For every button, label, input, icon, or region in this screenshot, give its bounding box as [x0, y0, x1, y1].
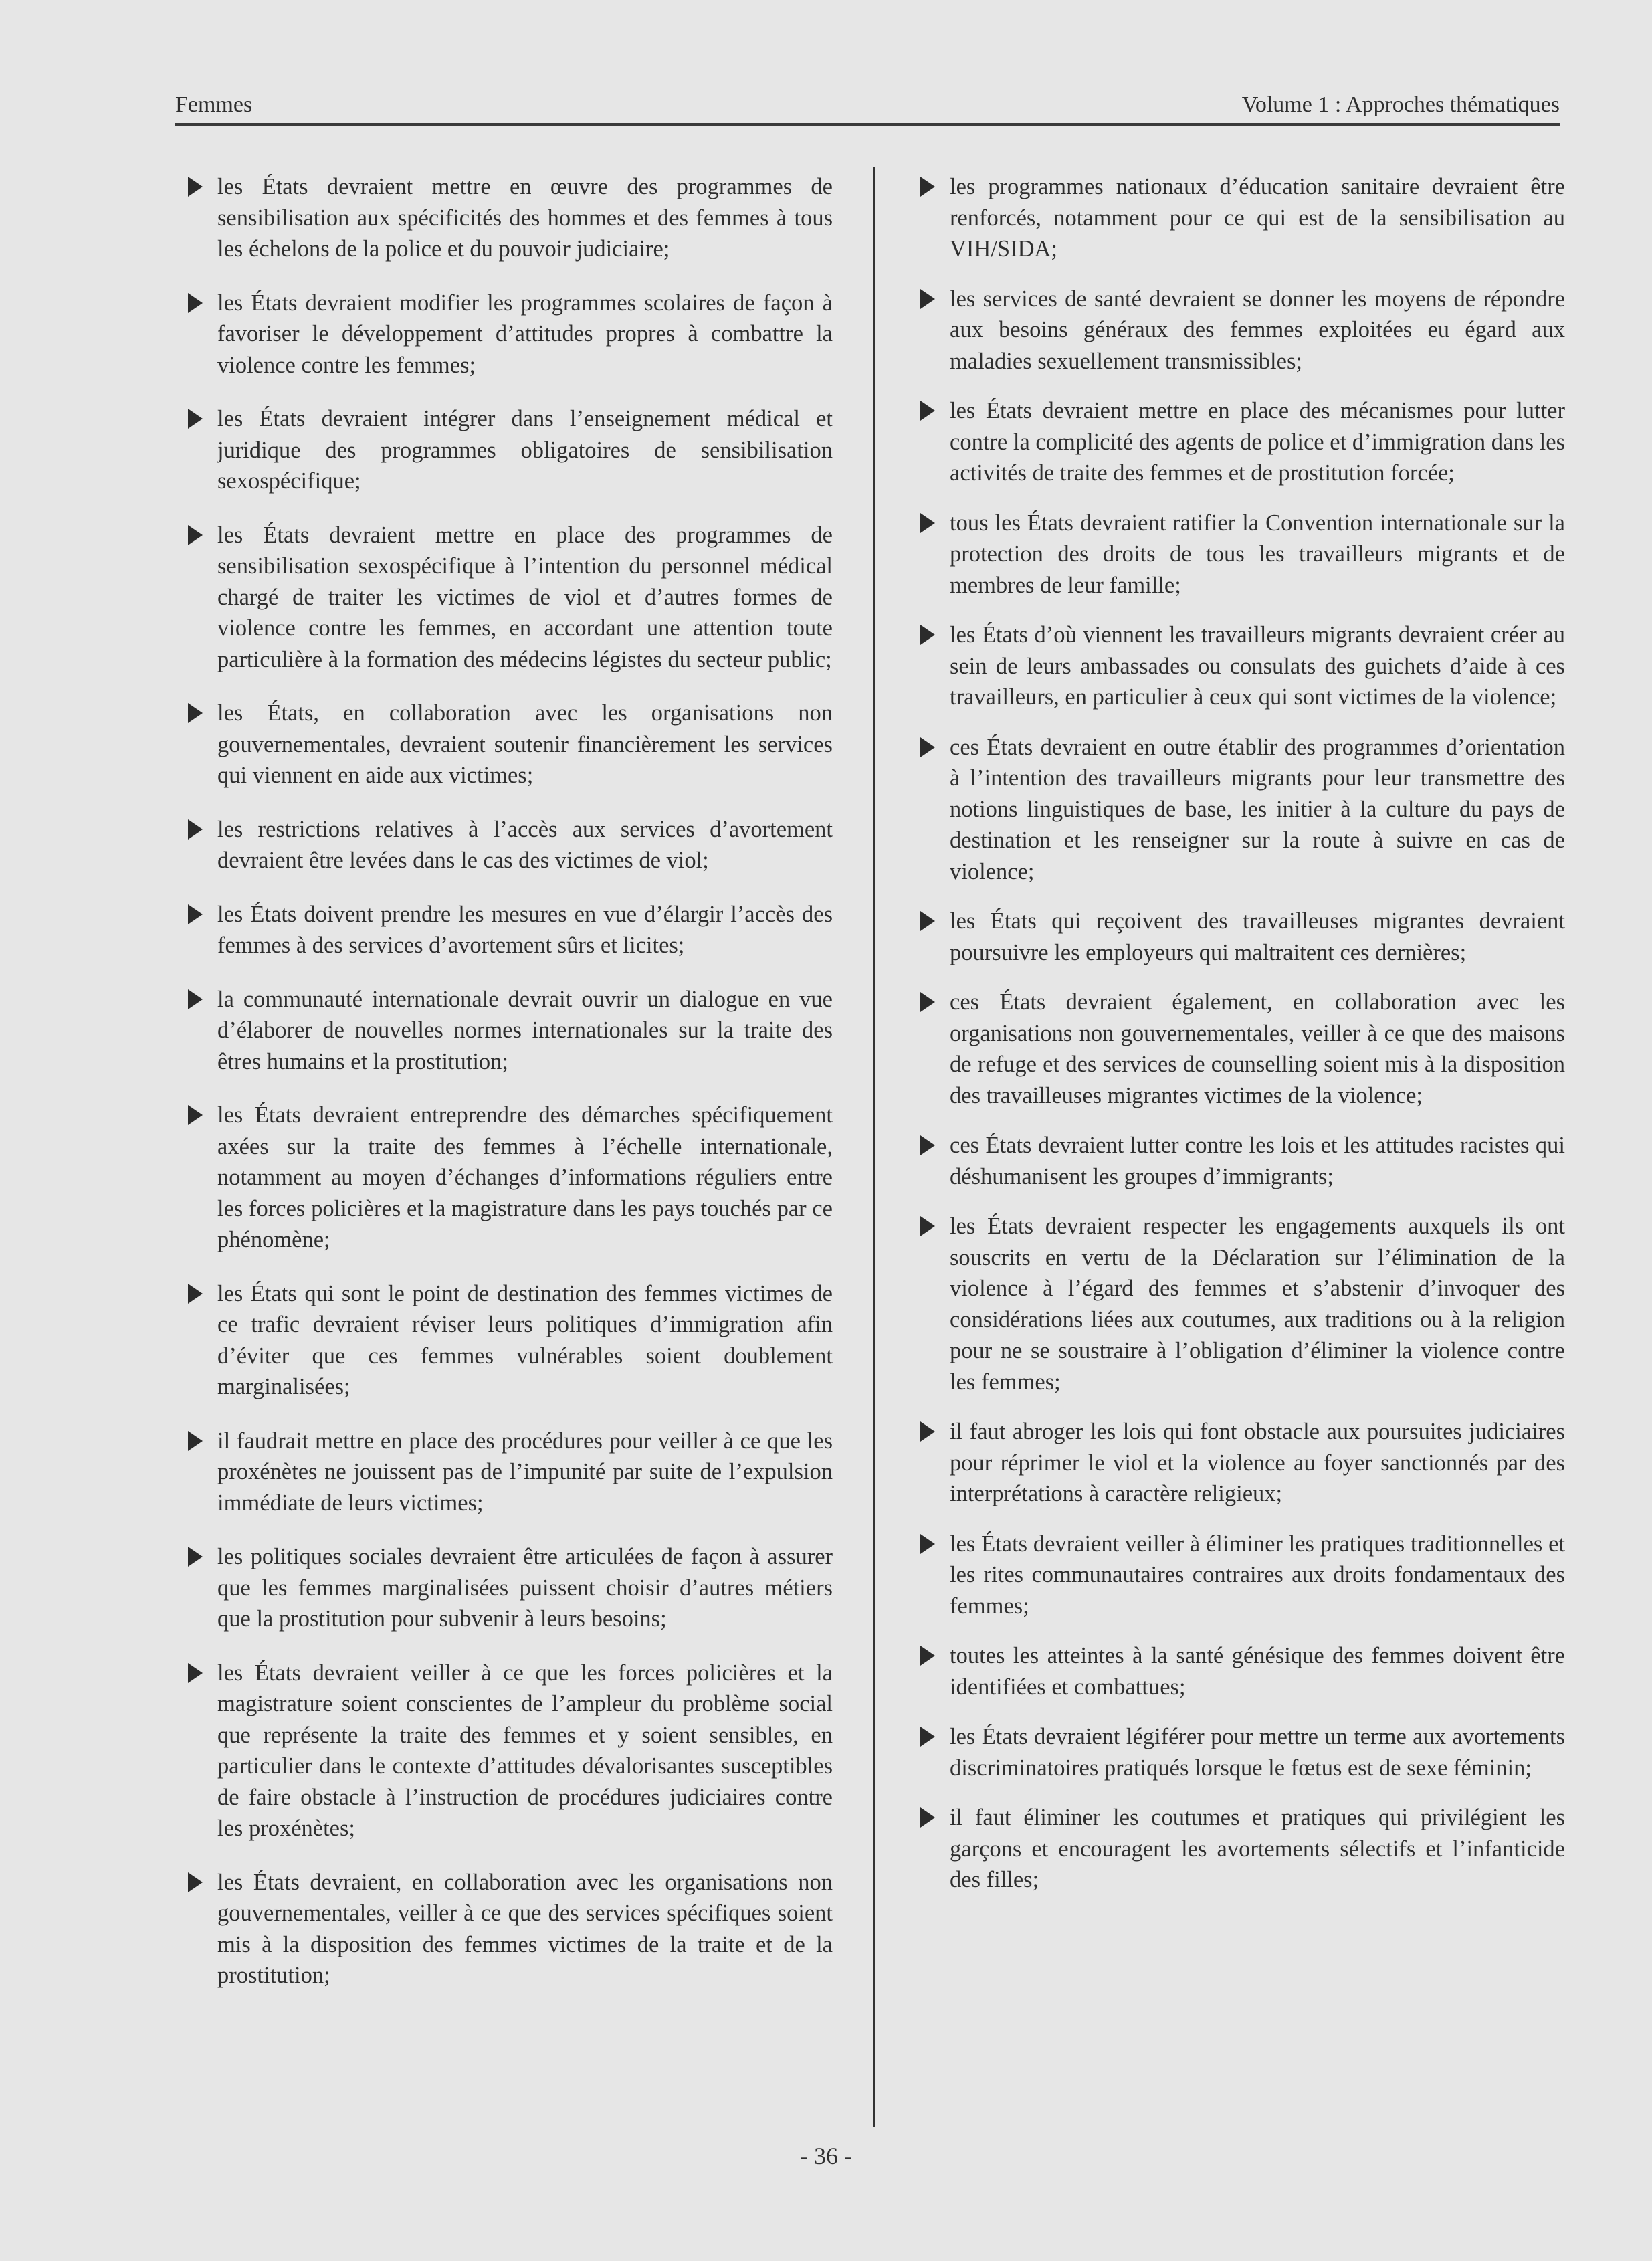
triangle-bullet-icon — [188, 1547, 203, 1567]
triangle-bullet-icon — [188, 177, 203, 197]
triangle-bullet-icon — [188, 989, 203, 1009]
bullet-text: les services de santé devraient se donner les moyens de répondre aux besoins généraux des femmes exploitées eu égard aux maladies sexuellement transmissibles; — [950, 286, 1565, 374]
bullet-item — [916, 906, 1565, 968]
bullet-text: les États devraient modifier les programmes scolaires de façon à favoriser le développement d’attitudes propres à combattre la violence contre les femmes; — [217, 290, 833, 378]
bullet-text: il faut éliminer les coutumes et pratiques qui privilégient les garçons et encouragent les avortements sélectifs et l’infanticide des filles; — [950, 1805, 1565, 1892]
triangle-bullet-icon — [920, 911, 935, 931]
header-section-title: Femmes — [175, 92, 253, 117]
bullet-text: les États devraient intégrer dans l’enseignement médical et juridique des programmes obligatoires de sensibilisation sexospécifique; — [217, 406, 833, 494]
triangle-bullet-icon — [188, 409, 203, 429]
bullet-text: les États devraient mettre en place des programmes de sensibilisation sexospécifique à l’intention du personnel médical chargé de traiter les victimes de viol et d’autres formes de violence contre les femmes, en accordant une attention toute particulière à la formation des médecins légistes du secteur public; — [217, 522, 833, 672]
bullet-item — [184, 984, 833, 1078]
bullet-item — [916, 395, 1565, 489]
triangle-bullet-icon — [920, 289, 935, 309]
bullet-text: les restrictions relatives à l’accès aux services d’avortement devraient être levées dans le cas des victimes de viol; — [217, 816, 833, 873]
bullet-text: les États devraient entreprendre des démarches spécifiquement axées sur la traite des femmes à l’échelle internationale, notamment au moyen d’échanges d’informations réguliers entre les forces policières et la magistrature dans les pays touchés par ce phénomène; — [217, 1102, 833, 1252]
bullet-item — [184, 1426, 833, 1519]
page-number: - 36 - — [800, 2143, 852, 2169]
bullet-item — [184, 1278, 833, 1403]
bullet-text: les États devraient veiller à ce que les forces policières et la magistrature soient conscientes de l’ampleur du problème social que représente la traite des femmes et y soient sensibles, en particulier dans le contexte d’attitudes dévalorisantes susceptibles de faire obstacle à l’instruction de procédures judiciaires contre les proxénètes; — [217, 1660, 833, 1841]
bullet-text: les États devraient mettre en œuvre des programmes de sensibilisation aux spécificités des hommes et des femmes à tous les échelons de la police et du pouvoir judiciaire; — [217, 174, 833, 262]
bullet-text: les États qui reçoivent des travailleuses migrantes devraient poursuivre les employeurs qui maltraitent ces dernières; — [950, 908, 1565, 965]
triangle-bullet-icon — [920, 1727, 935, 1747]
bullet-item — [184, 1658, 833, 1844]
right-column — [916, 171, 1565, 1914]
bullet-item — [184, 899, 833, 961]
bullet-item — [184, 403, 833, 497]
bullet-item — [184, 1100, 833, 1256]
bullet-item — [916, 1211, 1565, 1397]
bullet-item — [916, 1130, 1565, 1192]
bullet-item — [184, 814, 833, 876]
bullet-text: les États qui sont le point de destination des femmes victimes de ce trafic devraient réviser leurs politiques d’immigration afin d’éviter que ces femmes vulnérables soient doublement marginalisées; — [217, 1280, 833, 1399]
bullet-item — [184, 698, 833, 791]
bullet-item — [916, 732, 1565, 888]
triangle-bullet-icon — [920, 992, 935, 1012]
bullet-item — [916, 284, 1565, 377]
triangle-bullet-icon — [920, 1421, 935, 1442]
bullet-item — [184, 1541, 833, 1635]
triangle-bullet-icon — [188, 1105, 203, 1125]
triangle-bullet-icon — [920, 1534, 935, 1554]
triangle-bullet-icon — [920, 737, 935, 757]
bullet-text: les États devraient mettre en place des mécanismes pour lutter contre la complicité des agents de police et d’immigration dans les activités de traite des femmes et de prostitution forcée; — [950, 398, 1565, 486]
bullet-item — [916, 1640, 1565, 1702]
triangle-bullet-icon — [188, 525, 203, 545]
bullet-text: les programmes nationaux d’éducation sanitaire devraient être renforcés, notamment pour ce qui est de la sensibilisation au VIH/SIDA; — [950, 174, 1565, 262]
bullet-text: ces États devraient également, en collaboration avec les organisations non gouvernementales, veiller à ce que des maisons de refuge et des services de counselling soient mis à la disposition des travailleuses migrantes victimes de la violence; — [950, 989, 1565, 1108]
bullet-text: tous les États devraient ratifier la Convention internationale sur la protection des droits de tous les travailleurs migrants et de membres de leur famille; — [950, 510, 1565, 598]
bullet-text: toutes les atteintes à la santé génésique des femmes doivent être identifiées et combattues; — [950, 1643, 1565, 1700]
bullet-text: les États devraient respecter les engagements auxquels ils ont souscrits en vertu de la Déclaration sur l’élimination de la violence à l’égard des femmes et s’abstenir d’invoquer des considérations liées aux coutumes, aux traditions ou à la religion pour ne se soustraire à l’obligation d’éliminer la violence contre les femmes; — [950, 1213, 1565, 1395]
bullet-text: il faudrait mettre en place des procédures pour veiller à ce que les proxénètes ne jouissent pas de l’impunité par suite de l’expulsion immédiate de leurs victimes; — [217, 1428, 833, 1516]
triangle-bullet-icon — [920, 1135, 935, 1155]
bullet-text: les États d’où viennent les travailleurs migrants devraient créer au sein de leurs ambassades ou consulats des guichets d’aide à ces travailleurs, en particulier à ceux qui sont victimes de la violence; — [950, 622, 1565, 710]
page-header — [175, 88, 1560, 126]
triangle-bullet-icon — [188, 1284, 203, 1304]
bullet-text: les États devraient veiller à éliminer les pratiques traditionnelles et les rites communautaires contraires aux droits fondamentaux des femmes; — [950, 1531, 1565, 1619]
bullet-text: les États devraient légiférer pour mettre un terme aux avortements discriminatoires pratiqués lorsque le fœtus est de sexe féminin; — [950, 1724, 1565, 1781]
triangle-bullet-icon — [920, 1807, 935, 1828]
bullet-text: ces États devraient lutter contre les lois et les attitudes racistes qui déshumanisent les groupes d’immigrants; — [950, 1133, 1565, 1189]
triangle-bullet-icon — [920, 513, 935, 533]
bullet-item — [184, 288, 833, 381]
bullet-item — [916, 1529, 1565, 1622]
bullet-item — [916, 619, 1565, 713]
bullet-item — [916, 987, 1565, 1111]
triangle-bullet-icon — [920, 401, 935, 421]
header-volume-title: Volume 1 : Approches thématiques — [1241, 92, 1560, 117]
triangle-bullet-icon — [188, 1663, 203, 1683]
bullet-text: il faut abroger les lois qui font obstacle aux poursuites judiciaires pour réprimer le viol et la violence au foyer sanctionnés par des interprétations à caractère religieux; — [950, 1419, 1565, 1506]
triangle-bullet-icon — [188, 293, 203, 313]
triangle-bullet-icon — [920, 177, 935, 197]
bullet-item — [184, 520, 833, 676]
bullet-item — [916, 1416, 1565, 1510]
triangle-bullet-icon — [188, 1431, 203, 1451]
triangle-bullet-icon — [188, 703, 203, 723]
triangle-bullet-icon — [920, 1216, 935, 1236]
bullet-item — [184, 1867, 833, 1991]
triangle-bullet-icon — [188, 904, 203, 924]
column-divider — [873, 167, 875, 2127]
triangle-bullet-icon — [920, 625, 935, 645]
bullet-item — [184, 171, 833, 265]
bullet-item — [916, 508, 1565, 601]
bullet-item — [916, 171, 1565, 265]
bullet-text: les politiques sociales devraient être articulées de façon à assurer que les femmes marginalisées puissent choisir d’autres métiers que la prostitution pour subvenir à leurs besoins; — [217, 1544, 833, 1632]
bullet-text: ces États devraient en outre établir des programmes d’orientation à l’intention des travailleurs migrants pour leur transmettre des notions linguistiques de base, les initier à la culture du pays de destination et les renseigner sur la route à suivre en cas de violence; — [950, 734, 1565, 884]
bullet-text: les États devraient, en collaboration avec les organisations non gouvernementales, veiller à ce que des services spécifiques soient mis à la disposition des femmes victimes de la traite et de la prostitution; — [217, 1869, 833, 1988]
triangle-bullet-icon — [188, 1872, 203, 1892]
bullet-item — [916, 1802, 1565, 1896]
bullet-text: la communauté internationale devrait ouvrir un dialogue en vue d’élaborer de nouvelles normes internationales sur la traite des êtres humains et la prostitution; — [217, 986, 833, 1074]
left-column — [184, 171, 833, 2014]
bullet-item — [916, 1721, 1565, 1783]
bullet-text: les États, en collaboration avec les organisations non gouvernementales, devraient soutenir financièrement les services qui viennent en aide aux victimes; — [217, 700, 833, 788]
bullet-text: les États doivent prendre les mesures en vue d’élargir l’accès des femmes à des services d’avortement sûrs et licites; — [217, 901, 833, 958]
triangle-bullet-icon — [920, 1646, 935, 1666]
triangle-bullet-icon — [188, 819, 203, 840]
